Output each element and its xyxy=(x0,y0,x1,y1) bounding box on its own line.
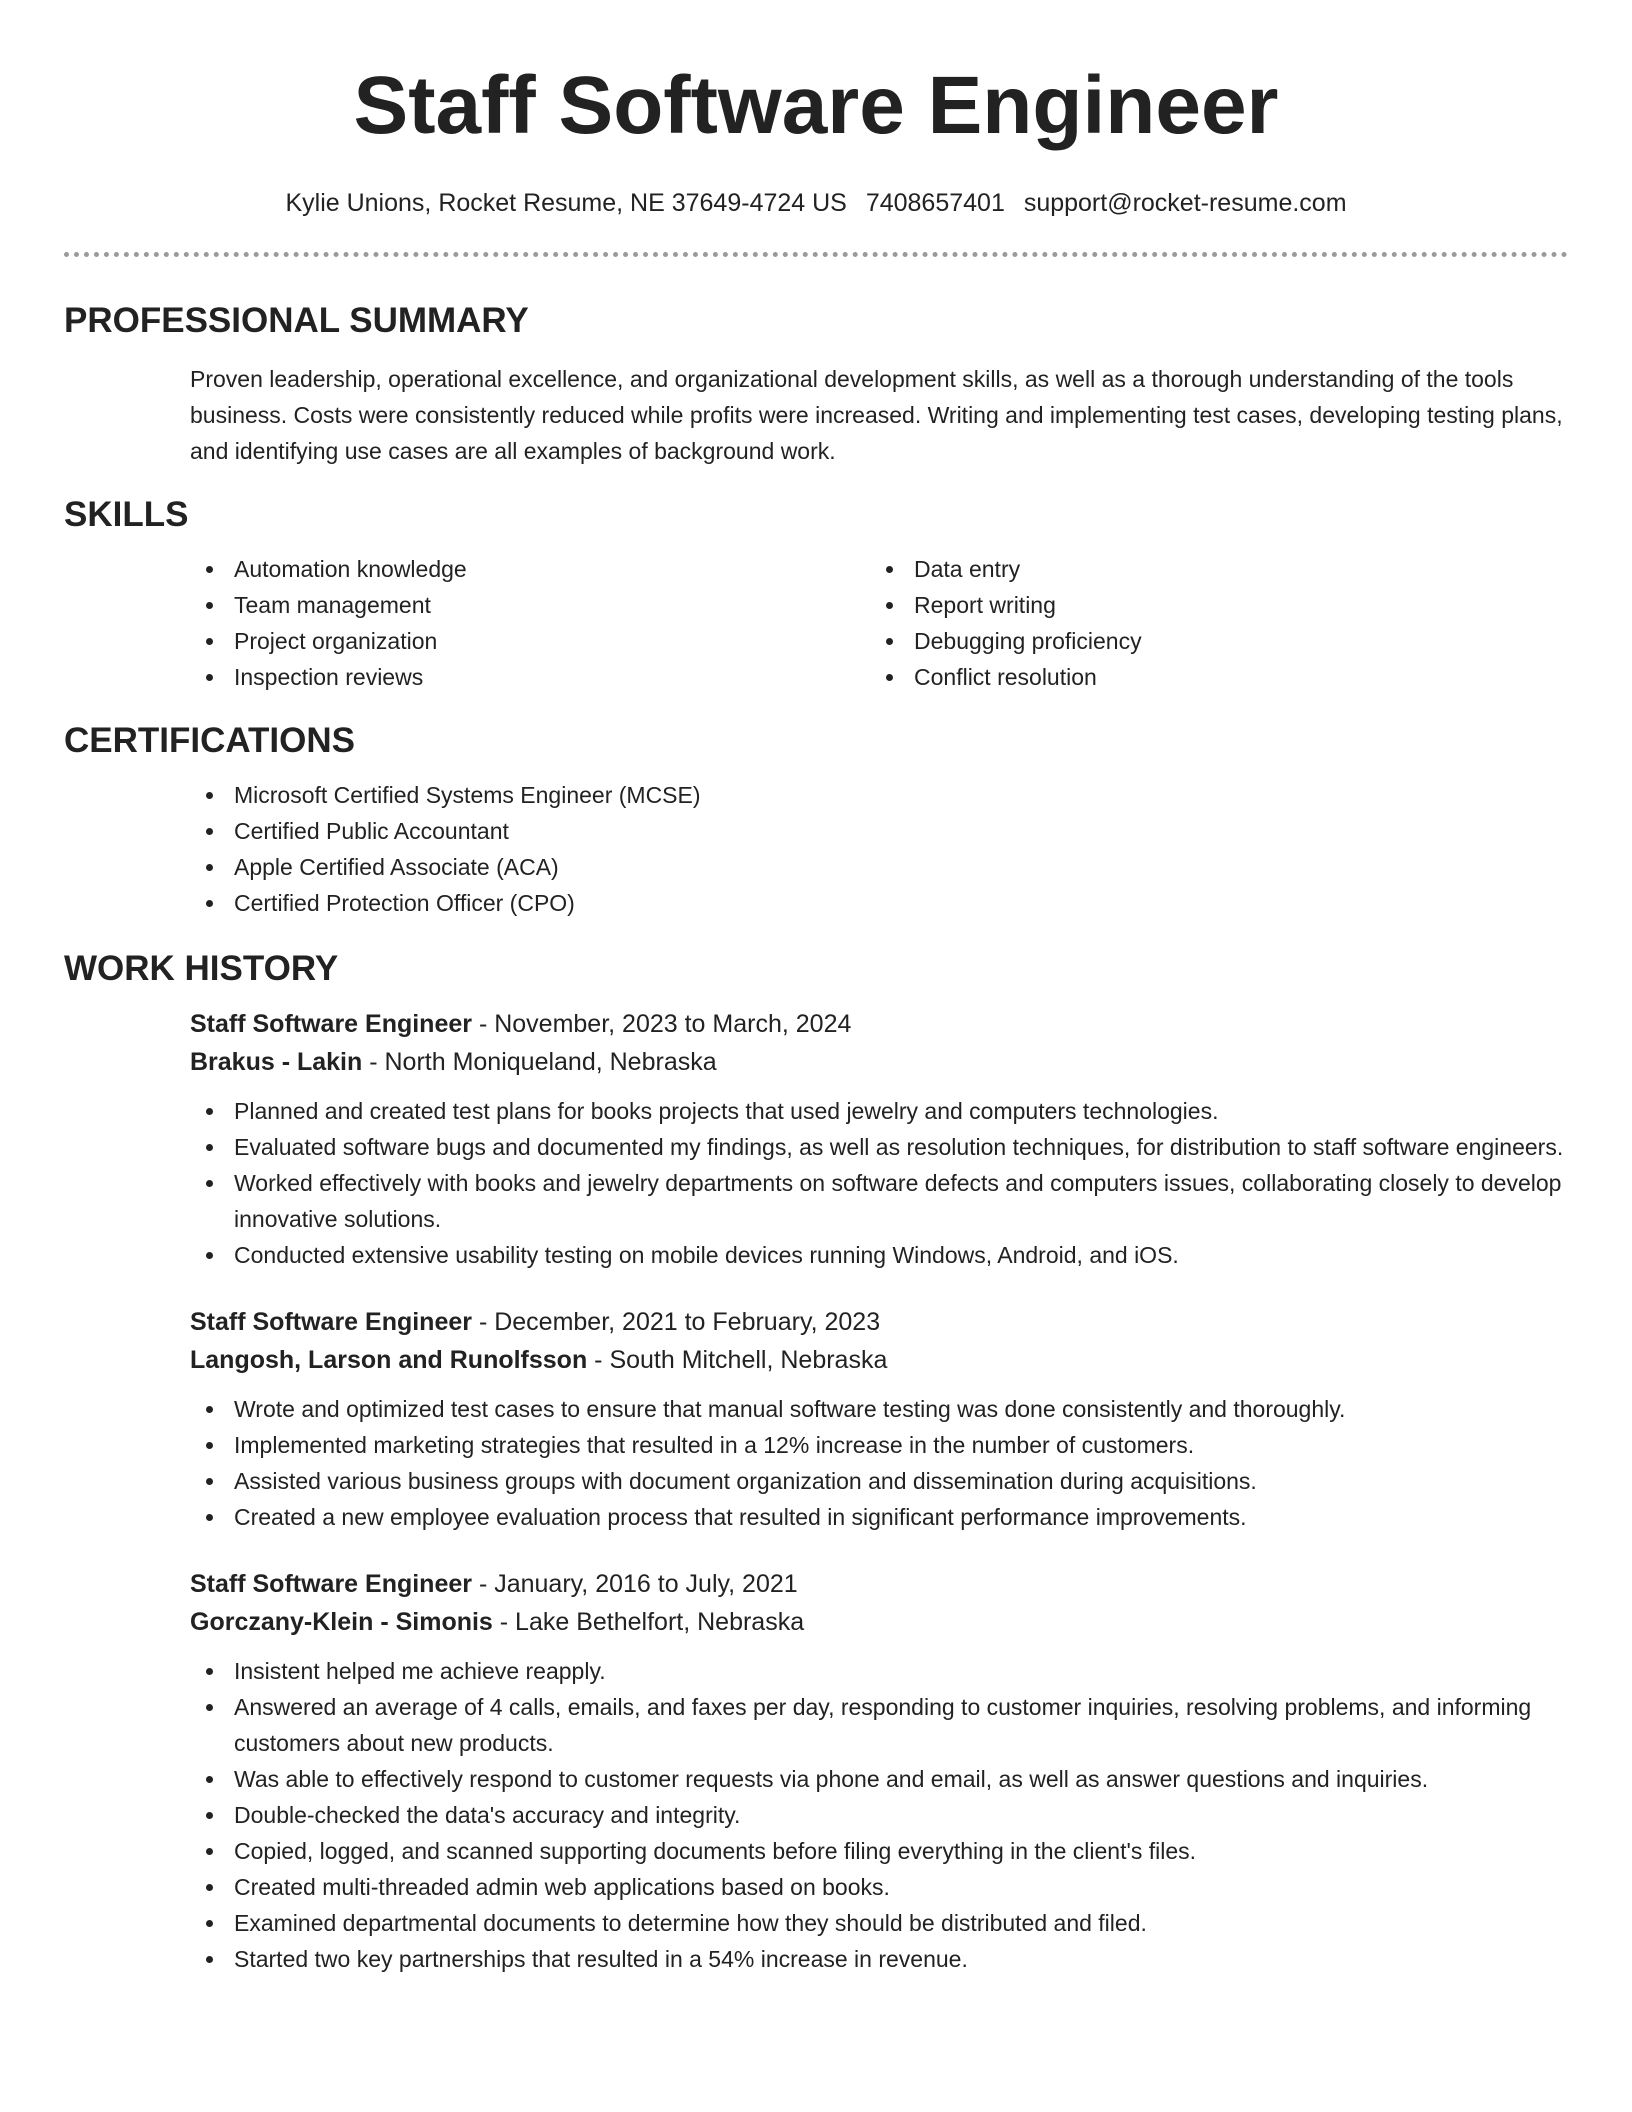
summary-section xyxy=(64,299,1568,469)
skill-item: Project organization xyxy=(190,623,870,659)
job-bullet: Evaluated software bugs and documented my findings, as well as resolution techniques, for distribution to staff software engineers. xyxy=(190,1129,1568,1165)
job-bullet: Was able to effectively respond to customer requests via phone and email, as well as answer questions and inquiries. xyxy=(190,1761,1568,1797)
job-role-line xyxy=(190,1565,1568,1603)
job-bullet: Double-checked the data's accuracy and integrity. xyxy=(190,1797,1568,1833)
job-role-line xyxy=(190,1303,1568,1341)
job-bullets xyxy=(190,1653,1568,1977)
job-bullet: Started two key partnerships that resulted in a 54% increase in revenue. xyxy=(190,1941,1568,1977)
job-entry xyxy=(64,1565,1568,1977)
skill-item: Debugging proficiency xyxy=(870,623,1550,659)
job-bullet: Answered an average of 4 calls, emails, and faxes per day, responding to customer inquiries, resolving problems, and informing customers about new products. xyxy=(190,1689,1568,1761)
summary-text: Proven leadership, operational excellence, and organizational development skills, as well as a thorough understanding of the tools business. Costs were consistently reduced while profits were increased. Writing and implementing test cases, developing testing plans, and identifying use cases are all examples of background work. xyxy=(190,366,1563,464)
job-location: - South Mitchell, Nebraska xyxy=(587,1346,888,1374)
job-bullet: Insistent helped me achieve reapply. xyxy=(190,1653,1568,1689)
skill-item: Team management xyxy=(190,587,870,623)
contact-phone: 7408657401 xyxy=(865,189,1005,217)
job-role-line xyxy=(190,1005,1568,1043)
contact-address: Kylie Unions, Rocket Resume, NE 37649-4724 US xyxy=(285,189,847,217)
job-company: Gorczany-Klein - Simonis xyxy=(190,1608,493,1636)
skills-list xyxy=(64,551,1568,695)
job-bullets xyxy=(190,1391,1568,1535)
job-bullet: Planned and created test plans for books projects that used jewelry and computers technologies. xyxy=(190,1093,1568,1129)
job-location: - North Moniqueland, Nebraska xyxy=(362,1048,717,1076)
skills-section xyxy=(64,493,1568,695)
job-bullet: Copied, logged, and scanned supporting documents before filing everything in the client's files. xyxy=(190,1833,1568,1869)
skill-item: Conflict resolution xyxy=(870,659,1550,695)
certifications-section xyxy=(64,719,1568,921)
skill-item: Automation knowledge xyxy=(190,551,870,587)
summary-heading: PROFESSIONAL SUMMARY xyxy=(64,301,529,340)
certification-item: Apple Certified Associate (ACA) xyxy=(190,849,1568,885)
skill-item: Inspection reviews xyxy=(190,659,870,695)
job-bullet: Created multi-threaded admin web applications based on books. xyxy=(190,1869,1568,1905)
job-company-line xyxy=(190,1603,1568,1641)
skill-item: Data entry xyxy=(870,551,1550,587)
job-company-line xyxy=(190,1341,1568,1379)
header-divider xyxy=(64,252,1568,257)
job-dates: - December, 2021 to February, 2023 xyxy=(472,1308,881,1336)
contact-line xyxy=(64,188,1568,218)
job-role: Staff Software Engineer xyxy=(190,1570,472,1598)
job-role: Staff Software Engineer xyxy=(190,1010,472,1038)
certification-item: Microsoft Certified Systems Engineer (MCSE) xyxy=(190,777,1568,813)
job-dates: - November, 2023 to March, 2024 xyxy=(472,1010,852,1038)
skills-heading: SKILLS xyxy=(64,495,189,534)
job-bullet: Assisted various business groups with document organization and dissemination during acquisitions. xyxy=(190,1463,1568,1499)
job-bullet: Implemented marketing strategies that resulted in a 12% increase in the number of customers. xyxy=(190,1427,1568,1463)
certifications-heading: CERTIFICATIONS xyxy=(64,721,356,760)
job-dates: - January, 2016 to July, 2021 xyxy=(472,1570,798,1598)
job-location: - Lake Bethelfort, Nebraska xyxy=(492,1608,805,1636)
job-company: Brakus - Lakin xyxy=(190,1048,363,1076)
resume-title: Staff Software Engineer xyxy=(353,60,1279,151)
job-bullet: Created a new employee evaluation process that resulted in significant performance improvements. xyxy=(190,1499,1568,1535)
job-entry xyxy=(64,1005,1568,1273)
work-history-section xyxy=(64,947,1568,1977)
job-bullet: Conducted extensive usability testing on mobile devices running Windows, Android, and iOS. xyxy=(190,1237,1568,1273)
job-bullet: Examined departmental documents to determine how they should be distributed and filed. xyxy=(190,1905,1568,1941)
certifications-list xyxy=(64,777,1568,921)
job-bullets xyxy=(190,1093,1568,1273)
job-company: Langosh, Larson and Runolfsson xyxy=(190,1346,588,1374)
work-history-heading: WORK HISTORY xyxy=(64,949,339,988)
certification-item: Certified Protection Officer (CPO) xyxy=(190,885,1568,921)
skill-item: Report writing xyxy=(870,587,1550,623)
job-bullet: Worked effectively with books and jewelry departments on software defects and computers issues, collaborating closely to develop innovative solutions. xyxy=(190,1165,1568,1237)
certification-item: Certified Public Accountant xyxy=(190,813,1568,849)
contact-email: support@rocket-resume.com xyxy=(1023,189,1347,217)
job-entry xyxy=(64,1303,1568,1535)
skills-column-right xyxy=(870,551,1550,695)
job-bullet: Wrote and optimized test cases to ensure that manual software testing was done consistently and thoroughly. xyxy=(190,1391,1568,1427)
skills-column-left xyxy=(190,551,870,695)
job-role: Staff Software Engineer xyxy=(190,1308,472,1336)
job-company-line xyxy=(190,1043,1568,1081)
